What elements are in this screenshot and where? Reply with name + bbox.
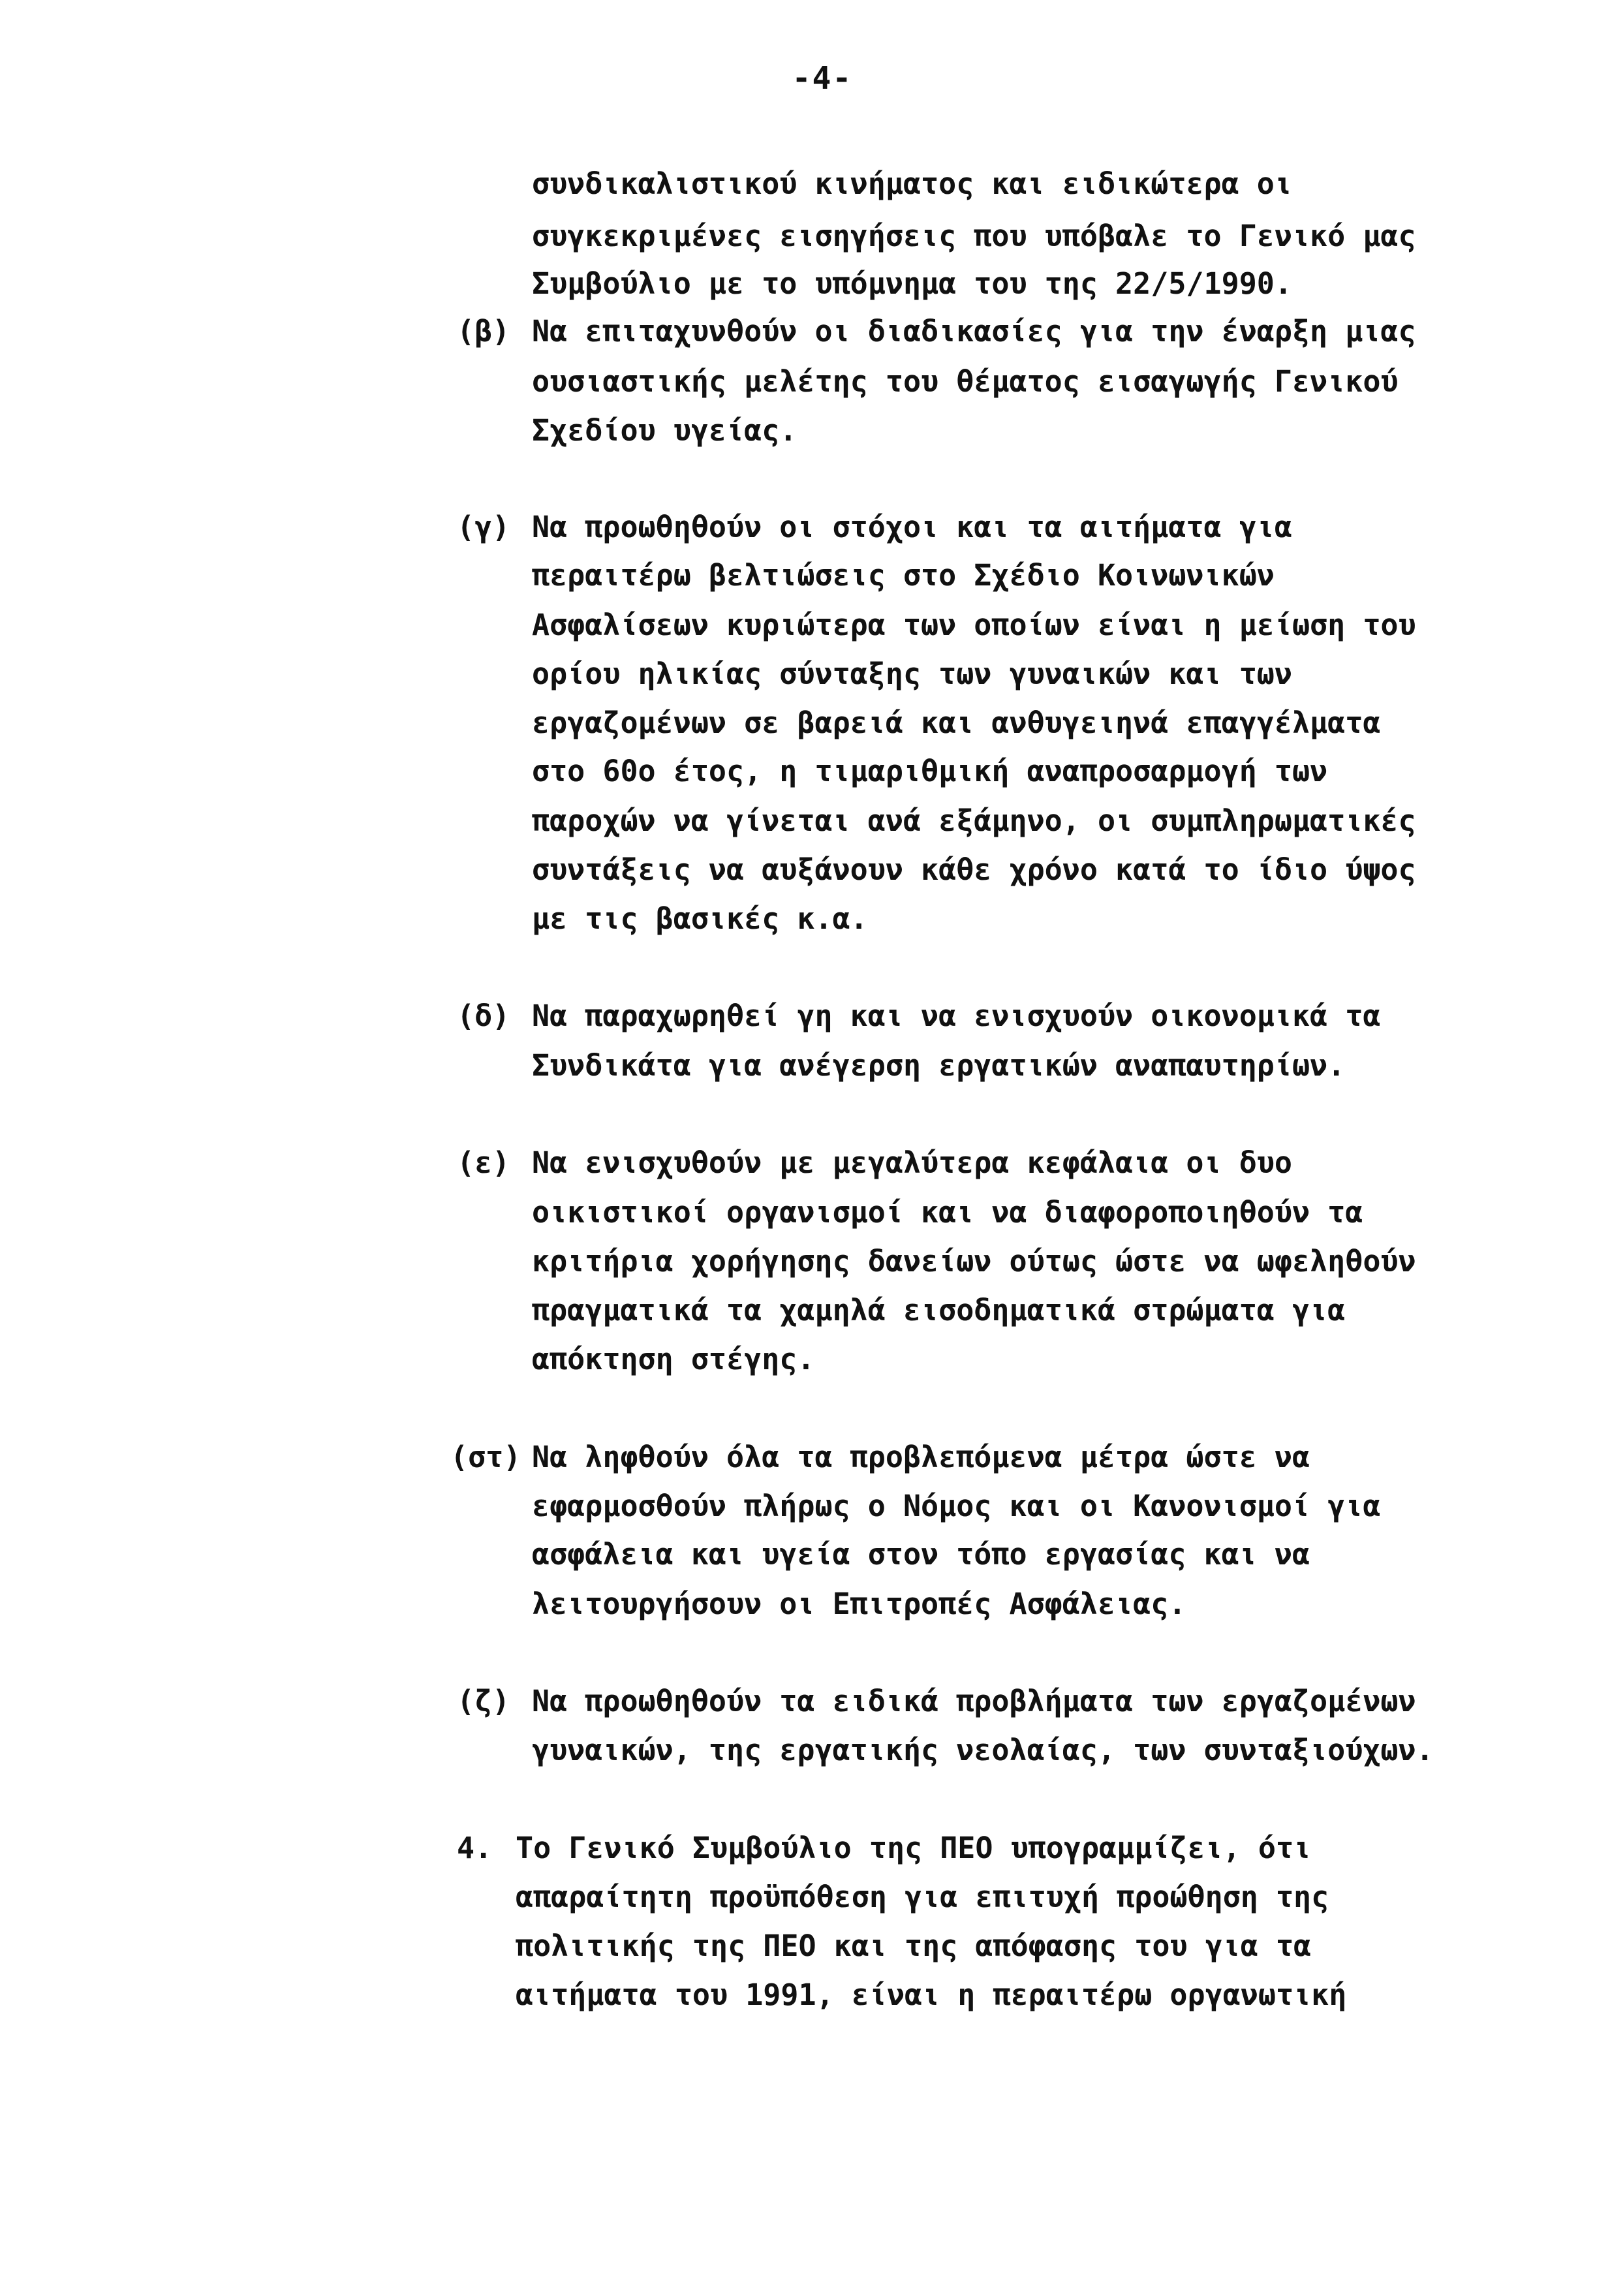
text-line: με τις βασικές κ.α. xyxy=(532,901,868,936)
text-line: Ασφαλίσεων κυριώτερα των οποίων είναι η μείωση του xyxy=(532,608,1416,642)
text-line: εφαρμοσθούν πλήρως ο Νόμος και οι Κανονισμοί για xyxy=(532,1489,1381,1523)
text-line: Το Γενικό Συμβούλιο της ΠΕΟ υπογραμμίζει, ότι xyxy=(516,1831,1312,1865)
text-line: συντάξεις να αυξάνουν κάθε χρόνο κατά το ίδιο ύψος xyxy=(532,852,1416,887)
text-line: πολιτικής της ΠΕΟ και της απόφασης του για τα xyxy=(516,1929,1312,1963)
item-marker: (ζ) xyxy=(457,1684,510,1718)
text-line: Να επιταχυνθούν οι διαδικασίες για την έναρξη μιας xyxy=(532,314,1416,349)
text-line: περαιτέρω βελτιώσεις στο Σχέδιο Κοινωνικών xyxy=(532,558,1275,593)
text-line: παροχών να γίνεται ανά εξάμηνο, οι συμπληρωματικές xyxy=(532,803,1416,838)
text-line: οικιστικοί οργανισμοί και να διαφοροποιηθούν τα xyxy=(532,1195,1363,1230)
text-line: κριτήρια χορήγησης δανείων ούτως ώστε να ωφεληθούν xyxy=(532,1244,1416,1279)
text-line: ουσιαστικής μελέτης του θέματος εισαγωγής Γενικού xyxy=(532,364,1399,399)
text-line: συνδικαλιστικού κινήματος και ειδικώτερα οι xyxy=(532,166,1292,201)
text-line: συγκεκριμένες εισηγήσεις που υπόβαλε το Γενικό μας xyxy=(532,219,1416,253)
text-line: Να ενισχυθούν με μεγαλύτερα κεφάλαια οι δυο xyxy=(532,1145,1292,1180)
section-marker: 4. xyxy=(457,1831,493,1865)
text-line: στο 60ο έτος, η τιμαριθμική αναπροσαρμογή των xyxy=(532,754,1328,788)
text-line: γυναικών, της εργατικής νεολαίας, των συνταξιούχων. xyxy=(532,1733,1434,1767)
page-number: -4- xyxy=(792,60,853,97)
item-marker: (β) xyxy=(457,314,510,349)
item-marker: (στ) xyxy=(450,1440,521,1474)
text-line: λειτουργήσουν οι Επιτροπές Ασφάλειας. xyxy=(532,1587,1186,1621)
text-line: Να παραχωρηθεί γη και να ενισχυούν οικονομικά τα xyxy=(532,999,1381,1033)
text-line: εργαζομένων σε βαρειά και ανθυγειηνά επαγγέλματα xyxy=(532,706,1381,740)
text-line: ασφάλεια και υγεία στον τόπο εργασίας και να xyxy=(532,1537,1310,1572)
item-marker: (δ) xyxy=(457,999,510,1033)
text-line: Να προωθηθούν οι στόχοι και τα αιτήματα για xyxy=(532,510,1292,544)
text-line: Σχεδίου υγείας. xyxy=(532,413,797,448)
item-marker: (γ) xyxy=(457,510,510,544)
text-line: αιτήματα του 1991, είναι η περαιτέρω οργανωτική xyxy=(516,1978,1347,2012)
text-line: ορίου ηλικίας σύνταξης των γυναικών και των xyxy=(532,657,1292,691)
text-line: Συμβούλιο με το υπόμνημα του της 22/5/1990. xyxy=(532,266,1292,301)
text-line: Να προωθηθούν τα ειδικά προβλήματα των εργαζομένων xyxy=(532,1684,1416,1718)
text-line: απόκτηση στέγης. xyxy=(532,1342,815,1376)
text-line: απαραίτητη προϋπόθεση για επιτυχή προώθηση της xyxy=(516,1880,1329,1914)
item-marker: (ε) xyxy=(457,1145,510,1180)
text-line: Συνδικάτα για ανέγερση εργατικών αναπαυτηρίων. xyxy=(532,1048,1346,1083)
text-line: Να ληφθούν όλα τα προβλεπόμενα μέτρα ώστε να xyxy=(532,1440,1310,1474)
text-line: πραγματικά τα χαμηλά εισοδηματικά στρώματα για xyxy=(532,1293,1346,1327)
